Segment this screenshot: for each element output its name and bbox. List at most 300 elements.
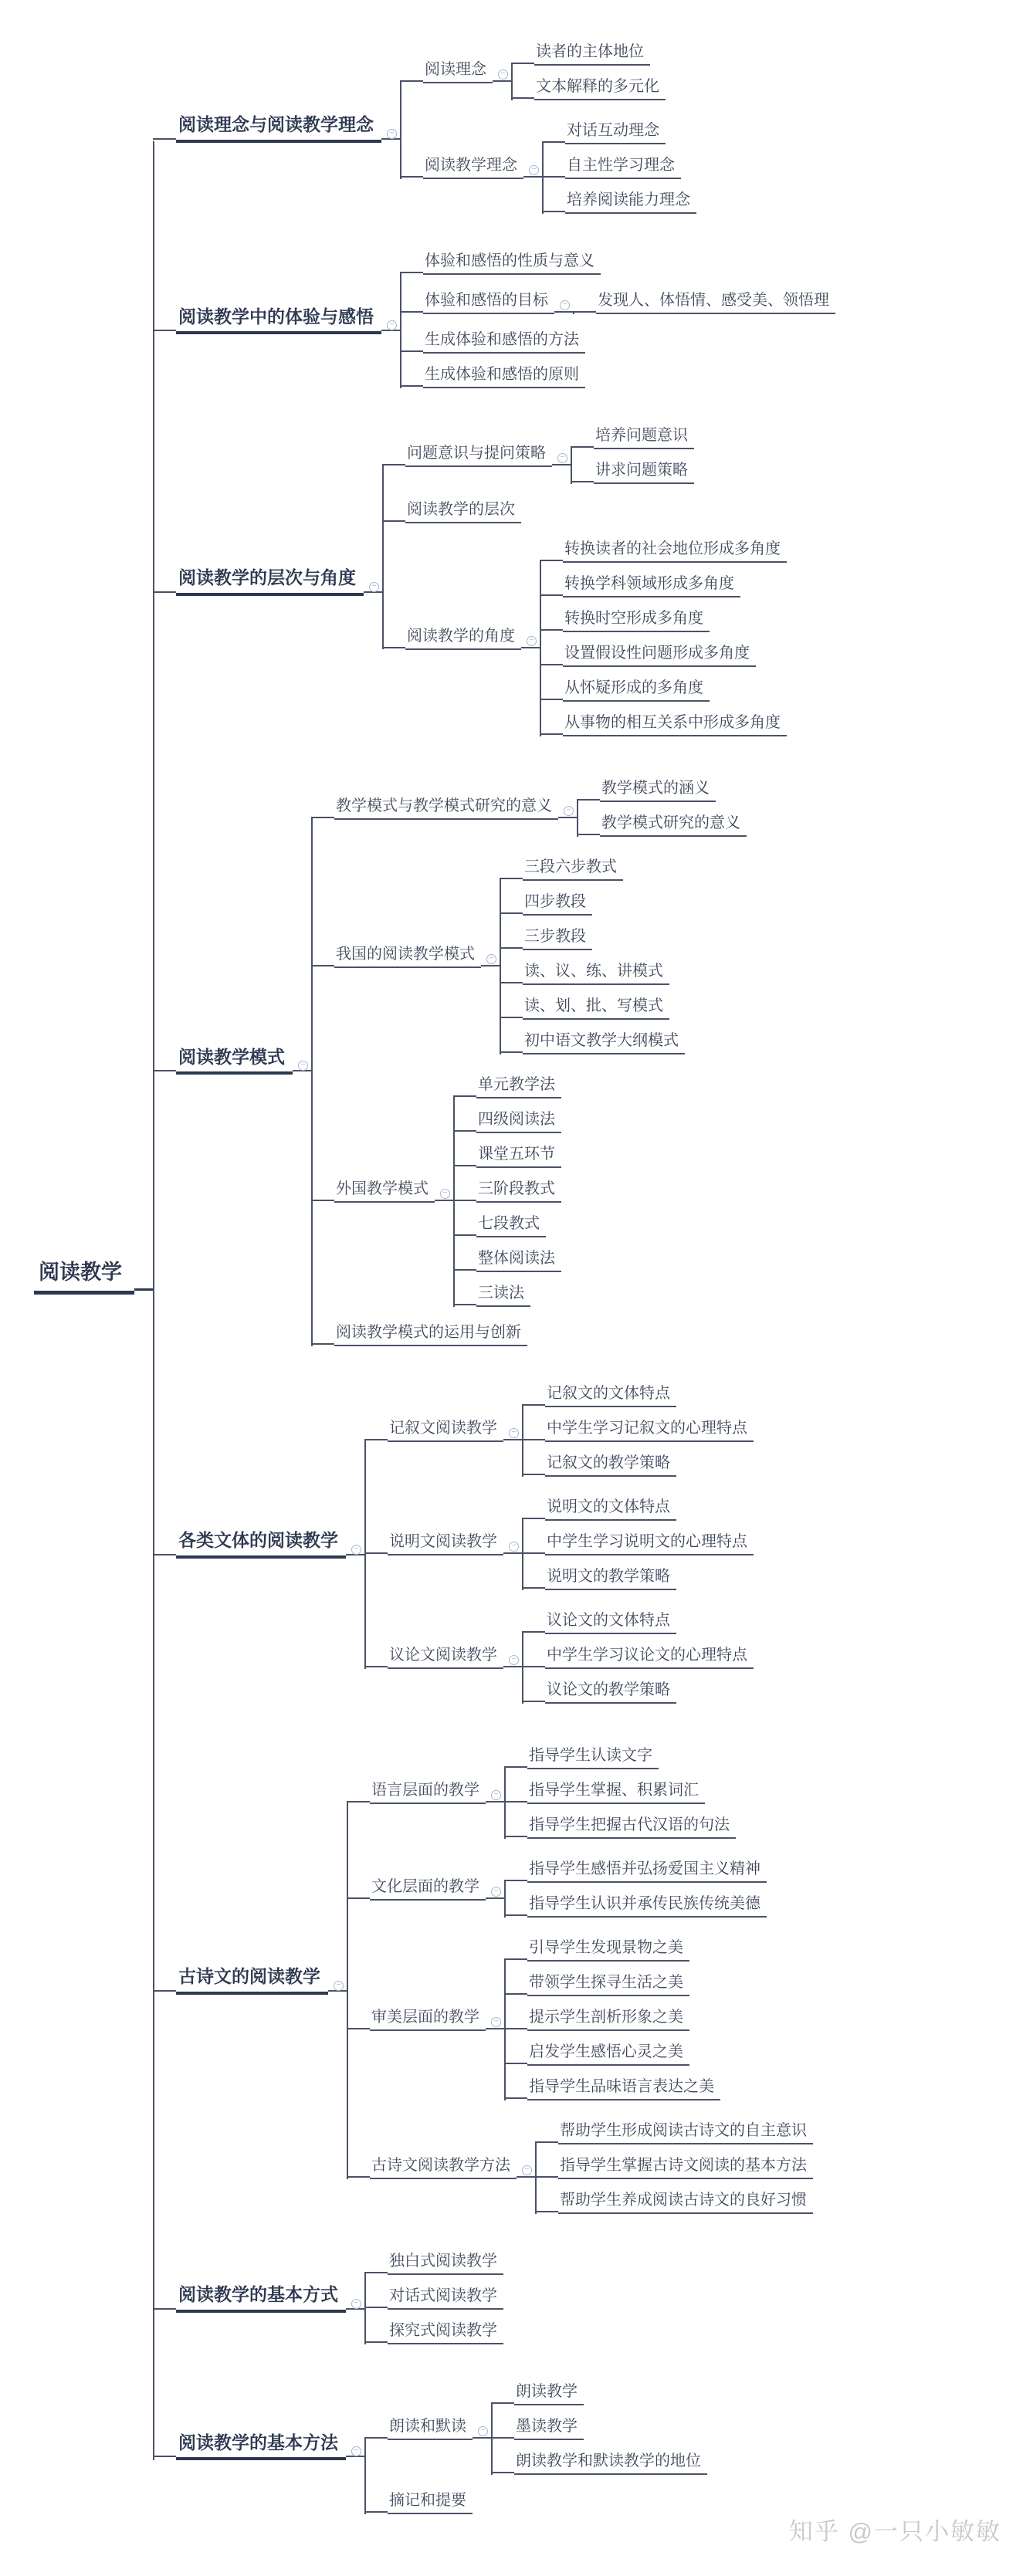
children-group <box>504 1931 739 2105</box>
children-group <box>577 772 765 841</box>
collapse-minus-icon[interactable]: − <box>491 1790 501 1800</box>
node-label[interactable]: 带领学生探寻生活之美 <box>527 1971 689 1996</box>
children-group <box>453 1068 580 1312</box>
mindmap-node <box>535 2114 832 2149</box>
node-label[interactable]: 对话式阅读教学 <box>388 2284 503 2310</box>
mindmap-node <box>311 767 765 846</box>
mindmap-node <box>540 533 805 567</box>
node-label[interactable]: 培养问题意识 <box>594 424 694 449</box>
node-cell <box>370 2006 504 2031</box>
node-cell <box>423 363 604 388</box>
node-cell <box>476 1073 580 1098</box>
node-cell <box>558 2154 832 2179</box>
mindmap-node <box>571 454 713 489</box>
mindmap-node <box>347 1927 832 2110</box>
children-group <box>522 1604 772 1708</box>
node-cell <box>176 303 400 335</box>
collapse-minus-icon[interactable]: − <box>509 1428 519 1438</box>
node-cell <box>527 1813 754 1839</box>
mindmap-node <box>153 404 854 757</box>
children-group <box>573 284 854 319</box>
node-cell <box>176 111 400 143</box>
mindmap-node <box>573 284 854 319</box>
node-cell <box>527 1857 785 1883</box>
node-label[interactable]: 引导学生发现景物之美 <box>527 1936 689 1962</box>
node-cell <box>594 459 713 484</box>
mindmap-tree <box>34 20 1017 2530</box>
node-label[interactable]: 指导学生掌握古诗文阅读的基本方法 <box>558 2154 813 2179</box>
node-label[interactable]: 阅读教学模式 <box>176 1044 293 1075</box>
mindmap-node <box>500 990 703 1024</box>
mindmap-node <box>504 2001 739 2036</box>
node-cell <box>388 1643 522 1669</box>
node-label[interactable]: 记叙文的教学策略 <box>545 1451 676 1477</box>
node-cell <box>563 537 805 563</box>
collapse-minus-icon[interactable]: − <box>369 582 379 592</box>
mindmap-node <box>153 2360 854 2530</box>
children-group <box>311 767 765 1351</box>
mindmap-node <box>364 2314 522 2349</box>
node-cell <box>388 1530 522 1555</box>
node-label[interactable]: 指导学生认读文字 <box>527 1744 659 1769</box>
mindmap-node <box>364 2280 522 2314</box>
node-cell <box>523 855 642 881</box>
children-group <box>540 533 805 741</box>
node-cell <box>334 943 500 968</box>
node-cell <box>514 2415 602 2440</box>
node-label[interactable]: 指导学生掌握、积累词汇 <box>527 1779 705 1804</box>
node-label[interactable]: 记叙文阅读教学 <box>388 1417 503 1442</box>
mindmap-node <box>535 2149 832 2184</box>
collapse-minus-icon[interactable]: − <box>486 954 496 964</box>
watermark: 知乎 @一只小敏敏 <box>788 2518 1001 2545</box>
node-label[interactable]: 中学生学习说明文的心理特点 <box>545 1530 754 1555</box>
children-group <box>400 31 715 223</box>
node-cell <box>545 1417 772 1442</box>
mindmap-node <box>153 757 854 1362</box>
node-cell <box>523 994 688 1020</box>
mindmap-node <box>542 184 715 218</box>
node-cell <box>527 1779 723 1804</box>
node-label[interactable]: 三步教段 <box>523 925 592 950</box>
mindmap-node <box>153 1724 854 2234</box>
node-label[interactable]: 课堂五环节 <box>476 1142 561 1168</box>
mindmap-node <box>364 2484 726 2519</box>
node-cell <box>523 890 611 916</box>
collapse-minus-icon[interactable]: − <box>387 129 397 139</box>
mindmap-node <box>347 2110 832 2223</box>
node-label[interactable]: 阅读教学的角度 <box>405 625 521 650</box>
collapse-minus-icon[interactable]: − <box>564 806 574 816</box>
mindmap-node <box>522 1639 772 1674</box>
node-label[interactable]: 说明文的文体特点 <box>545 1495 676 1521</box>
node-label[interactable]: 阅读教学的基本方法 <box>176 2429 346 2461</box>
node-cell <box>545 1565 695 1590</box>
node-label[interactable]: 教学模式研究的意义 <box>600 811 747 837</box>
mindmap-node <box>400 323 854 358</box>
node-cell <box>563 676 728 702</box>
mindmap-node <box>153 234 854 404</box>
collapse-minus-icon[interactable]: − <box>529 165 539 175</box>
collapse-minus-icon[interactable]: − <box>440 1189 450 1199</box>
mindmap-node <box>153 2234 854 2360</box>
collapse-minus-icon[interactable]: − <box>478 2426 488 2436</box>
mindmap-node <box>311 1064 765 1316</box>
node-label[interactable]: 独白式阅读教学 <box>388 2249 503 2275</box>
node-cell <box>523 1029 703 1054</box>
node-cell <box>565 154 700 179</box>
children-group <box>364 2245 522 2349</box>
node-cell <box>405 498 540 523</box>
mindmap-node <box>453 1277 580 1312</box>
node-cell <box>370 2154 535 2179</box>
node-label[interactable]: 摘记和提要 <box>388 2489 473 2514</box>
collapse-minus-icon[interactable]: − <box>491 2017 501 2027</box>
node-label[interactable]: 四步教段 <box>523 890 592 916</box>
mindmap-node <box>453 1068 580 1103</box>
node-cell <box>370 1779 504 1804</box>
node-label[interactable]: 读者的主体地位 <box>534 40 650 66</box>
node-cell <box>388 2415 491 2440</box>
node-cell <box>388 1417 522 1442</box>
mindmap-node <box>522 1447 772 1481</box>
mindmap-node <box>522 1560 772 1595</box>
node-cell <box>563 572 759 597</box>
node-label[interactable]: 四级阅读法 <box>476 1108 561 1133</box>
children-group <box>400 245 854 393</box>
node-cell <box>545 1451 695 1477</box>
collapse-minus-icon[interactable]: − <box>351 1545 361 1555</box>
mindmap-node <box>504 1931 739 1966</box>
node-label[interactable]: 整体阅读法 <box>476 1247 561 1272</box>
mindmap-node <box>400 31 715 110</box>
mindmap-node <box>400 110 715 223</box>
mindmap-node <box>453 1173 580 1207</box>
node-label[interactable]: 启发学生感悟心灵之美 <box>527 2040 689 2066</box>
node-cell <box>565 188 715 214</box>
node-label[interactable]: 自主性学习理念 <box>565 154 681 179</box>
node-cell <box>423 289 573 314</box>
node-label[interactable]: 帮助学生形成阅读古诗文的自主意识 <box>558 2119 813 2144</box>
node-label[interactable]: 文本解释的多元化 <box>534 75 666 100</box>
node-label[interactable]: 发现人、体悟情、感受美、领悟理 <box>596 289 835 314</box>
node-cell <box>527 1744 677 1769</box>
node-label[interactable]: 文化层面的教学 <box>370 1875 486 1901</box>
mindmap-node <box>504 1853 785 1887</box>
mindmap-node <box>382 493 805 528</box>
node-cell <box>527 2040 708 2066</box>
node-label[interactable]: 生成体验和感悟的方法 <box>423 328 585 354</box>
mindmap-node <box>364 2245 522 2280</box>
node-label[interactable]: 议论文的文体特点 <box>545 1609 676 1634</box>
mindmap-node <box>542 149 715 184</box>
node-label[interactable]: 古诗文阅读教学方法 <box>370 2154 517 2179</box>
node-cell <box>334 794 577 820</box>
children-group <box>500 851 703 1059</box>
node-label[interactable]: 教学模式与教学模式研究的意义 <box>334 794 558 820</box>
node-label[interactable]: 转换读者的社会地位形成多角度 <box>563 537 787 563</box>
node-label[interactable]: 我国的阅读教学模式 <box>334 943 481 968</box>
node-label[interactable]: 审美层面的教学 <box>370 2006 486 2031</box>
node-label[interactable]: 培养阅读能力理念 <box>565 188 696 214</box>
children-group <box>535 2114 832 2219</box>
node-label[interactable]: 说明文阅读教学 <box>388 1530 503 1555</box>
mindmap-root-node <box>34 20 1017 2530</box>
collapse-minus-icon[interactable]: − <box>509 1542 519 1552</box>
collapse-minus-icon[interactable]: − <box>351 2446 361 2456</box>
mindmap-node <box>311 846 765 1064</box>
mindmap-node <box>400 245 854 279</box>
node-cell <box>423 328 604 354</box>
node-cell <box>558 2188 832 2214</box>
children-group <box>347 1735 832 2223</box>
children-group <box>382 415 805 746</box>
mindmap-node <box>522 1412 772 1447</box>
node-label[interactable]: 设置假设性问题形成多角度 <box>563 641 756 667</box>
node-cell <box>34 1255 153 1295</box>
node-label[interactable]: 指导学生认识并承传民族传统美德 <box>527 1892 767 1918</box>
node-cell <box>523 925 611 950</box>
node-label[interactable]: 三阶段教式 <box>476 1177 561 1203</box>
node-label[interactable]: 读、议、练、讲模式 <box>523 960 669 985</box>
node-label[interactable]: 议论文的教学策略 <box>545 1678 676 1704</box>
mindmap-node <box>522 1377 772 1412</box>
mindmap-node <box>153 20 854 234</box>
node-label[interactable]: 七段教式 <box>476 1212 546 1237</box>
collapse-minus-icon[interactable]: − <box>387 320 397 330</box>
mindmap-node <box>364 1599 772 1713</box>
mindmap-node <box>382 415 805 493</box>
node-label[interactable]: 初中语文教学大纲模式 <box>523 1029 685 1054</box>
node-cell <box>176 2281 364 2313</box>
node-cell <box>545 1382 695 1407</box>
node-label[interactable]: 阅读教学的层次 <box>405 498 521 523</box>
node-cell <box>514 2449 726 2475</box>
node-label[interactable]: 朗读和默读 <box>388 2415 473 2440</box>
collapse-minus-icon[interactable]: − <box>491 1887 501 1897</box>
mindmap-node <box>511 70 684 105</box>
node-label[interactable]: 体验和感悟的目标 <box>423 289 554 314</box>
children-group <box>504 1853 785 1922</box>
node-label[interactable]: 阅读理念 <box>423 58 493 83</box>
mindmap-node <box>453 1242 580 1277</box>
node-label[interactable]: 朗读教学 <box>514 2380 584 2405</box>
node-label[interactable]: 阅读教学理念 <box>423 154 523 179</box>
mindmap-node <box>571 419 713 454</box>
node-label[interactable]: 墨读教学 <box>514 2415 584 2440</box>
collapse-minus-icon[interactable]: − <box>527 636 537 646</box>
mindmap-node <box>522 1491 772 1525</box>
node-label[interactable]: 体验和感悟的性质与意义 <box>423 249 601 275</box>
children-group <box>153 20 854 2530</box>
node-cell <box>596 289 854 314</box>
node-cell <box>527 1971 708 1996</box>
node-label[interactable]: 指导学生品味语言表达之美 <box>527 2075 720 2100</box>
node-cell <box>527 1936 708 1962</box>
node-label[interactable]: 三读法 <box>476 1281 530 1307</box>
mindmap-node <box>540 602 805 637</box>
node-cell <box>565 119 684 144</box>
node-cell <box>405 625 540 650</box>
node-label[interactable]: 语言层面的教学 <box>370 1779 486 1804</box>
node-label[interactable]: 阅读教学的层次与角度 <box>176 564 364 596</box>
node-cell <box>388 2489 491 2514</box>
node-cell <box>176 1527 364 1559</box>
mindmap-node <box>542 114 715 149</box>
node-label[interactable]: 对话互动理念 <box>565 119 666 144</box>
mindmap-node <box>400 279 854 323</box>
node-cell <box>514 2380 602 2405</box>
node-cell <box>563 711 805 736</box>
node-label[interactable]: 议论文阅读教学 <box>388 1643 503 1669</box>
node-label[interactable]: 转换学科领域形成多角度 <box>563 572 740 597</box>
node-cell <box>423 58 511 83</box>
collapse-minus-icon[interactable]: − <box>298 1061 308 1071</box>
mindmap-node <box>577 772 765 807</box>
node-label[interactable]: 阅读教学模式的运用与创新 <box>334 1321 527 1346</box>
node-cell <box>545 1495 695 1521</box>
node-label[interactable]: 三段六步教式 <box>523 855 623 881</box>
mindmap-node <box>453 1138 580 1173</box>
mindmap-node <box>540 637 805 672</box>
node-cell <box>476 1177 580 1203</box>
node-label[interactable]: 读、划、批、写模式 <box>523 994 669 1020</box>
node-cell <box>388 2319 522 2344</box>
node-label[interactable]: 中学生学习记叙文的心理特点 <box>545 1417 754 1442</box>
node-label[interactable]: 指导学生感悟并弘扬爱国主义精神 <box>527 1857 767 1883</box>
node-label[interactable]: 阅读教学中的体验与感悟 <box>176 303 381 335</box>
node-label[interactable]: 指导学生把握古代汉语的句法 <box>527 1813 736 1839</box>
mindmap-node <box>500 955 703 990</box>
children-group <box>511 36 684 105</box>
mindmap-node <box>311 1316 765 1351</box>
mindmap-node <box>540 567 805 602</box>
mindmap-node <box>500 920 703 955</box>
node-cell <box>563 641 774 667</box>
mindmap-node <box>522 1674 772 1708</box>
node-label[interactable]: 讲求问题策略 <box>594 459 694 484</box>
mindmap-node <box>504 1739 754 1774</box>
node-cell <box>423 249 619 275</box>
mindmap-node <box>347 1848 832 1927</box>
children-group <box>491 2375 726 2480</box>
node-cell <box>388 2249 522 2275</box>
node-cell <box>388 2284 522 2310</box>
mindmap-node <box>577 807 765 841</box>
mindmap-node <box>491 2445 726 2480</box>
collapse-minus-icon[interactable]: − <box>509 1655 519 1665</box>
node-cell <box>405 442 571 467</box>
node-cell <box>545 1678 695 1704</box>
node-cell <box>527 1892 785 1918</box>
children-group <box>364 1373 772 1713</box>
node-cell <box>334 1177 453 1203</box>
node-label[interactable]: 生成体验和感悟的原则 <box>423 363 585 388</box>
node-cell <box>527 2075 739 2100</box>
mindmap-node <box>500 885 703 920</box>
children-group <box>542 114 715 218</box>
collapse-minus-icon[interactable]: − <box>557 453 567 463</box>
node-cell <box>176 1044 311 1075</box>
mindmap-node <box>364 1373 772 1486</box>
mindmap-node <box>500 1024 703 1059</box>
node-label[interactable]: 各类文体的阅读教学 <box>176 1527 346 1559</box>
mindmap-node <box>382 528 805 746</box>
mindmap-node <box>504 2036 739 2070</box>
collapse-minus-icon[interactable]: − <box>351 2299 361 2309</box>
node-cell <box>600 777 734 802</box>
mindmap-node <box>540 672 805 706</box>
mindmap-node <box>364 1486 772 1599</box>
collapse-minus-icon[interactable]: − <box>498 69 508 80</box>
node-label[interactable]: 阅读教学的基本方式 <box>176 2281 346 2313</box>
node-cell <box>423 154 542 179</box>
node-label[interactable]: 教学模式的涵义 <box>600 777 716 802</box>
mindmap-node <box>504 1887 785 1922</box>
mindmap-node <box>522 1604 772 1639</box>
node-label[interactable]: 古诗文的阅读教学 <box>176 1963 328 1995</box>
collapse-minus-icon[interactable]: − <box>522 2165 532 2175</box>
mindmap-node <box>364 2371 726 2484</box>
children-group <box>522 1377 772 1481</box>
node-label[interactable]: 阅读教学 <box>34 1255 134 1295</box>
node-cell <box>558 2119 832 2144</box>
node-cell <box>527 2006 708 2031</box>
node-label[interactable]: 单元教学法 <box>476 1073 561 1098</box>
node-label[interactable]: 记叙文的文体特点 <box>545 1382 676 1407</box>
collapse-minus-icon[interactable]: − <box>334 1981 344 1991</box>
node-cell <box>545 1643 772 1669</box>
mindmap-node <box>504 2070 739 2105</box>
node-label[interactable]: 帮助学生养成阅读古诗文的良好习惯 <box>558 2188 813 2214</box>
node-label[interactable]: 外国教学模式 <box>334 1177 435 1203</box>
node-label[interactable]: 转换时空形成多角度 <box>563 607 710 632</box>
children-group <box>522 1491 772 1595</box>
node-cell <box>545 1530 772 1555</box>
node-cell <box>176 564 382 596</box>
node-label[interactable]: 从怀疑形成的多角度 <box>563 676 710 702</box>
node-cell <box>476 1142 580 1168</box>
node-label[interactable]: 问题意识与提问策略 <box>405 442 552 467</box>
node-cell <box>334 1321 546 1346</box>
node-label[interactable]: 提示学生剖析形象之美 <box>527 2006 689 2031</box>
mindmap-node <box>540 706 805 741</box>
node-cell <box>545 1609 695 1634</box>
node-cell <box>600 811 765 837</box>
node-cell <box>476 1247 580 1272</box>
collapse-minus-icon[interactable]: − <box>560 300 570 310</box>
children-group <box>571 419 713 489</box>
mindmap-node <box>400 358 854 393</box>
mindmap-node <box>504 1809 754 1843</box>
mindmap-node <box>500 851 703 885</box>
node-cell <box>534 40 669 66</box>
node-cell <box>176 2429 364 2461</box>
node-label[interactable]: 朗读教学和默读教学的地位 <box>514 2449 707 2475</box>
mindmap-node <box>504 1966 739 2001</box>
node-label[interactable]: 探究式阅读教学 <box>388 2319 503 2344</box>
node-label[interactable]: 从事物的相互关系中形成多角度 <box>563 711 787 736</box>
mindmap-node <box>522 1525 772 1560</box>
node-cell <box>523 960 688 985</box>
mindmap-node <box>347 1735 832 1848</box>
node-label[interactable]: 阅读理念与阅读教学理念 <box>176 111 381 143</box>
children-group <box>364 2371 726 2519</box>
node-label[interactable]: 说明文的教学策略 <box>545 1565 676 1590</box>
mindmap-node <box>453 1207 580 1242</box>
node-cell <box>476 1281 549 1307</box>
node-label[interactable]: 中学生学习议论文的心理特点 <box>545 1643 754 1669</box>
